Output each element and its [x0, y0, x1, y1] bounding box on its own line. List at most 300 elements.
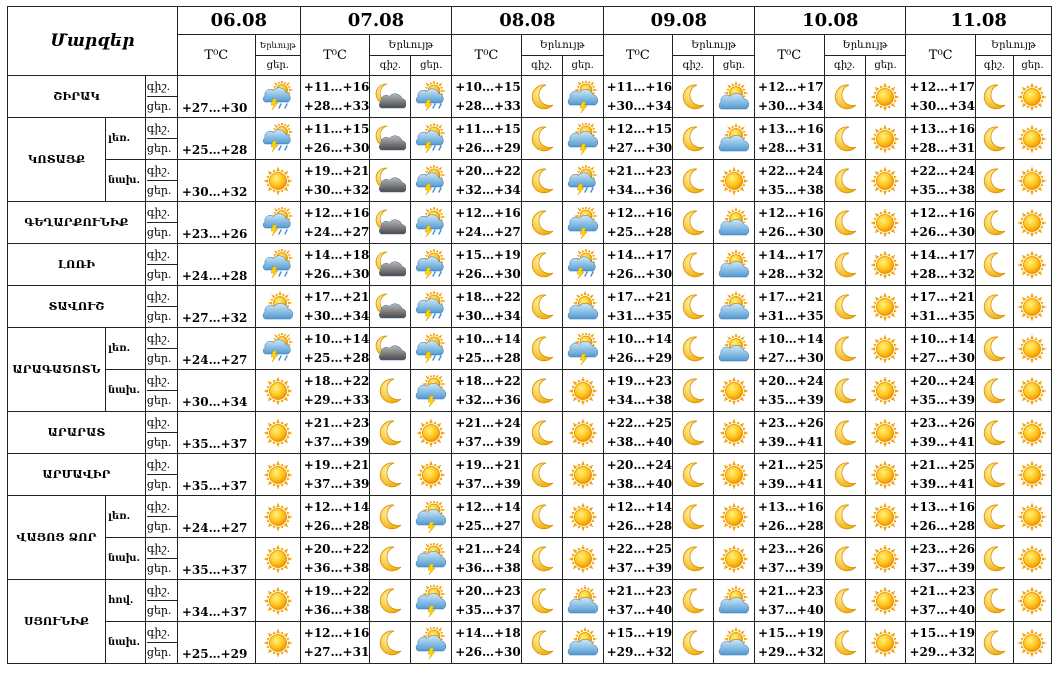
- day5-temperature-top: +22…+24: [909, 163, 975, 178]
- time-of-day-labels-bottom: ցեր.: [147, 516, 177, 536]
- day-subheader-5: ցեր.: [1013, 56, 1051, 76]
- region-name: ԼՈՌԻ: [8, 244, 146, 286]
- sun-icon: [1013, 328, 1051, 370]
- day4-temperature-bottom: +35…+38: [758, 182, 824, 197]
- day1-temperature-bottom: +27…+31: [303, 644, 370, 659]
- day2-temperature: [452, 538, 522, 580]
- day3-temperature-top: +11…+16: [606, 79, 673, 94]
- moon-icon: [673, 496, 714, 538]
- sun-icon: [865, 454, 906, 496]
- date-header-0: 06.08: [177, 7, 300, 35]
- day0-temperature: +30…+32: [177, 160, 255, 202]
- day1-temperature-top: +14…+18: [303, 247, 370, 262]
- day2-temperature: [452, 160, 522, 202]
- day0-temperature: +27…+30: [177, 76, 255, 118]
- sun-icon: [865, 370, 906, 412]
- day1-temperature-top: +18…+22: [303, 373, 370, 388]
- day2-temperature: [452, 370, 522, 412]
- time-of-day-labels-bottom: ցեր.: [147, 138, 177, 158]
- day4-temperature: [755, 328, 825, 370]
- storm-icon: [255, 202, 300, 244]
- storm-icon: [255, 76, 300, 118]
- day1-temperature: [300, 454, 370, 496]
- day1-temperature-bottom: +26…+28: [303, 518, 370, 533]
- sun-cloud-icon: [714, 622, 755, 664]
- storm-icon: [255, 328, 300, 370]
- day3-temperature: [603, 286, 673, 328]
- sun-icon: [1013, 496, 1051, 538]
- day5-temperature-top: +13…+16: [909, 121, 975, 136]
- day2-temperature-top: +15…+19: [455, 247, 521, 262]
- sun-icon: [255, 454, 300, 496]
- day4-temperature-bottom: +28…+32: [758, 266, 824, 281]
- day4-temperature: [755, 118, 825, 160]
- moon-icon: [521, 118, 562, 160]
- day0-temperature: +24…+27: [177, 496, 255, 538]
- forecast-table-wrapper: [7, 6, 1052, 664]
- day5-temperature-top: +21…+23: [909, 583, 975, 598]
- day4-temperature-top: +21…+25: [758, 457, 824, 472]
- regions-column-title: Մարզեր: [8, 7, 178, 76]
- day4-temperature-top: +10…+14: [758, 331, 824, 346]
- phenomenon-header-0: Երևույթ: [255, 35, 300, 56]
- day1-temperature-top: +12…+16: [303, 625, 370, 640]
- time-of-day-labels-top: գիշ.: [146, 542, 171, 555]
- day4-temperature: [755, 538, 825, 580]
- day5-temperature: [906, 454, 976, 496]
- day4-temperature: [755, 496, 825, 538]
- day5-temperature: [906, 496, 976, 538]
- day1-temperature: [300, 202, 370, 244]
- day2-temperature: [452, 622, 522, 664]
- moon-icon: [673, 370, 714, 412]
- time-of-day-labels-top: գիշ.: [146, 332, 171, 345]
- region-row: [8, 370, 1052, 412]
- time-of-day-labels: [145, 160, 177, 202]
- day0-temperature: +35…+37: [177, 538, 255, 580]
- day4-temperature-bottom: +28…+31: [758, 140, 824, 155]
- day1-temperature-top: +11…+15: [303, 121, 370, 136]
- moon-icon: [370, 622, 411, 664]
- moon-icon: [975, 76, 1013, 118]
- time-of-day-labels-top: գիշ.: [146, 80, 171, 93]
- day5-temperature-bottom: +29…+32: [909, 644, 975, 659]
- moon-icon: [975, 370, 1013, 412]
- day2-temperature: [452, 412, 522, 454]
- moon-icon: [673, 118, 714, 160]
- region-row: [8, 580, 1052, 622]
- region-row: [8, 454, 1052, 496]
- day3-temperature: [603, 370, 673, 412]
- day2-temperature-bottom: +35…+37: [455, 602, 521, 617]
- day1-temperature: [300, 244, 370, 286]
- day2-temperature-bottom: +30…+34: [455, 308, 521, 323]
- time-of-day-labels-bottom: ցեր.: [147, 222, 177, 242]
- day2-temperature: [452, 202, 522, 244]
- day3-temperature-top: +19…+23: [606, 373, 673, 388]
- day1-temperature-top: +19…+21: [303, 457, 370, 472]
- sun-icon: [714, 160, 755, 202]
- day2-temperature: [452, 244, 522, 286]
- region-name: ԿՈՏԱՅՔ: [8, 118, 106, 202]
- day5-temperature-top: +10…+14: [909, 331, 975, 346]
- day5-temperature-top: +21…+25: [909, 457, 975, 472]
- time-of-day-labels: [145, 370, 177, 412]
- day2-temperature: [452, 286, 522, 328]
- day5-temperature-bottom: +37…+39: [909, 560, 975, 575]
- day3-temperature: [603, 76, 673, 118]
- sun-icon: [255, 160, 300, 202]
- date-header-4: 10.08: [755, 7, 906, 35]
- time-of-day-labels-bottom: ցեր.: [147, 264, 177, 284]
- day-subheader-2: ցեր.: [562, 56, 603, 76]
- region-name: ԱՐԱՐԱՏ: [8, 412, 146, 454]
- sun-icon: [865, 580, 906, 622]
- day4-temperature: [755, 244, 825, 286]
- day5-temperature-bottom: +26…+30: [909, 224, 975, 239]
- day5-temperature: [906, 202, 976, 244]
- day1-temperature-top: +21…+23: [303, 415, 370, 430]
- moon-icon: [673, 328, 714, 370]
- day1-temperature: [300, 76, 370, 118]
- sun-icon: [865, 622, 906, 664]
- phenomenon-header-1: Երևույթ: [370, 35, 452, 56]
- day3-temperature-bottom: +34…+36: [606, 182, 673, 197]
- day1-temperature-bottom: +28…+33: [303, 98, 370, 113]
- day4-temperature: [755, 160, 825, 202]
- day1-temperature-top: +10…+14: [303, 331, 370, 346]
- day4-temperature-bottom: +39…+41: [758, 476, 824, 491]
- time-of-day-labels-top: գիշ.: [146, 416, 171, 429]
- region-row: [8, 286, 1052, 328]
- moon-icon: [673, 580, 714, 622]
- moon-icon: [975, 118, 1013, 160]
- time-of-day-labels-bottom: ցեր.: [147, 180, 177, 200]
- day4-temperature-bottom: +26…+28: [758, 518, 824, 533]
- temp-header-5: T⁰C: [906, 35, 976, 76]
- sun-cloud-icon: [714, 202, 755, 244]
- sun-icon: [1013, 286, 1051, 328]
- day4-temperature-top: +13…+16: [758, 121, 824, 136]
- day5-temperature: [906, 580, 976, 622]
- moon-icon: [673, 286, 714, 328]
- moon-icon: [673, 160, 714, 202]
- sun-storm-icon: [411, 244, 452, 286]
- time-of-day-labels-bottom: ցեր.: [147, 474, 177, 494]
- day3-temperature: [603, 202, 673, 244]
- day4-temperature-top: +13…+16: [758, 499, 824, 514]
- region-row: [8, 118, 1052, 160]
- sun-icon: [562, 454, 603, 496]
- sun-icon: [865, 328, 906, 370]
- day1-temperature-top: +12…+14: [303, 499, 370, 514]
- day5-temperature-bottom: +28…+31: [909, 140, 975, 155]
- time-of-day-labels: [145, 328, 177, 370]
- day0-temperature: +23…+26: [177, 202, 255, 244]
- day3-temperature-top: +17…+21: [606, 289, 673, 304]
- day4-temperature-top: +20…+24: [758, 373, 824, 388]
- time-of-day-labels-bottom: ցեր.: [147, 96, 177, 116]
- moon-cloud-icon: [370, 244, 411, 286]
- moon-icon: [824, 244, 865, 286]
- sun-cloud-storm-icon: [411, 538, 452, 580]
- day1-temperature-bottom: +36…+38: [303, 602, 370, 617]
- day1-temperature: [300, 538, 370, 580]
- temp-header-2: T⁰C: [452, 35, 522, 76]
- day5-temperature: [906, 160, 976, 202]
- day2-temperature-top: +21…+24: [455, 415, 521, 430]
- day5-temperature-bottom: +31…+35: [909, 308, 975, 323]
- day1-temperature: [300, 328, 370, 370]
- sun-icon: [865, 286, 906, 328]
- moon-cloud-icon: [370, 286, 411, 328]
- time-of-day-labels-top: գիշ.: [146, 164, 171, 177]
- day2-temperature: [452, 328, 522, 370]
- day4-temperature-bottom: +39…+41: [758, 434, 824, 449]
- day5-temperature-bottom: +30…+34: [909, 98, 975, 113]
- sun-icon: [1013, 118, 1051, 160]
- day1-temperature-bottom: +24…+27: [303, 224, 370, 239]
- day2-temperature-top: +19…+21: [455, 457, 521, 472]
- day3-temperature: [603, 580, 673, 622]
- day2-temperature-bottom: +25…+27: [455, 518, 521, 533]
- zone-label: հով.: [105, 580, 145, 622]
- time-of-day-labels-top: գիշ.: [146, 248, 171, 261]
- day1-temperature-bottom: +36…+38: [303, 560, 370, 575]
- time-of-day-labels-top: գիշ.: [146, 584, 171, 597]
- zone-label: լեռ.: [105, 328, 145, 370]
- day4-temperature: [755, 286, 825, 328]
- phenomenon-header-5: Երևույթ: [975, 35, 1051, 56]
- sun-cloud-storm-icon: [562, 76, 603, 118]
- day3-temperature-bottom: +37…+39: [606, 560, 673, 575]
- day5-temperature: [906, 328, 976, 370]
- day2-temperature-top: +11…+15: [455, 121, 521, 136]
- day3-temperature-bottom: +25…+28: [606, 224, 673, 239]
- day2-temperature-top: +18…+22: [455, 373, 521, 388]
- day-subheader-1: ցեր.: [411, 56, 452, 76]
- day5-temperature-bottom: +39…+41: [909, 476, 975, 491]
- day3-temperature-bottom: +26…+29: [606, 350, 673, 365]
- sun-cloud-icon: [562, 286, 603, 328]
- day4-temperature-top: +23…+26: [758, 541, 824, 556]
- sun-icon: [865, 244, 906, 286]
- sun-cloud-storm-icon: [411, 622, 452, 664]
- day5-temperature-bottom: +35…+38: [909, 182, 975, 197]
- sun-cloud-icon: [562, 580, 603, 622]
- moon-icon: [824, 286, 865, 328]
- region-name: ԱՐՄԱՎԻՐ: [8, 454, 146, 496]
- day5-temperature-bottom: +28…+32: [909, 266, 975, 281]
- sun-cloud-icon: [714, 244, 755, 286]
- time-of-day-labels-top: գիշ.: [146, 374, 171, 387]
- moon-icon: [521, 160, 562, 202]
- day2-temperature: [452, 118, 522, 160]
- sun-cloud-icon: [714, 580, 755, 622]
- day2-temperature: [452, 580, 522, 622]
- day4-temperature-bottom: +37…+39: [758, 560, 824, 575]
- moon-icon: [824, 538, 865, 580]
- sun-cloud-storm-icon: [411, 496, 452, 538]
- moon-icon: [824, 580, 865, 622]
- moon-icon: [521, 244, 562, 286]
- time-of-day-labels: [145, 118, 177, 160]
- temp-header-3: T⁰C: [603, 35, 673, 76]
- region-row: [8, 160, 1052, 202]
- day2-temperature-bottom: +32…+34: [455, 182, 521, 197]
- day1-temperature-bottom: +25…+28: [303, 350, 370, 365]
- sun-storm-icon: [562, 160, 603, 202]
- day1-temperature-bottom: +29…+33: [303, 392, 370, 407]
- sun-storm-icon: [411, 118, 452, 160]
- moon-icon: [975, 244, 1013, 286]
- moon-icon: [975, 580, 1013, 622]
- day3-temperature-top: +10…+14: [606, 331, 673, 346]
- moon-icon: [673, 538, 714, 580]
- sun-storm-icon: [411, 160, 452, 202]
- night-subheader-3: գիշ.: [673, 56, 714, 76]
- time-of-day-labels-top: գիշ.: [146, 290, 171, 303]
- time-of-day-labels: [145, 76, 177, 118]
- region-row: [8, 76, 1052, 118]
- sun-cloud-storm-icon: [562, 328, 603, 370]
- day1-temperature-top: +19…+21: [303, 163, 370, 178]
- moon-icon: [521, 454, 562, 496]
- sun-icon: [1013, 454, 1051, 496]
- day4-temperature-top: +21…+23: [758, 583, 824, 598]
- day3-temperature-top: +12…+15: [606, 121, 673, 136]
- day3-temperature-top: +21…+23: [606, 583, 673, 598]
- day4-temperature: [755, 580, 825, 622]
- region-row: [8, 244, 1052, 286]
- day2-temperature-bottom: +37…+39: [455, 476, 521, 491]
- moon-icon: [673, 622, 714, 664]
- day3-temperature: [603, 328, 673, 370]
- zone-label: նախ.: [105, 538, 145, 580]
- time-of-day-labels-bottom: ցեր.: [147, 558, 177, 578]
- day3-temperature-bottom: +30…+34: [606, 98, 673, 113]
- day1-temperature-bottom: +37…+39: [303, 476, 370, 491]
- region-row: [8, 328, 1052, 370]
- day1-temperature-bottom: +26…+30: [303, 266, 370, 281]
- day4-temperature-top: +23…+26: [758, 415, 824, 430]
- day4-temperature-top: +15…+19: [758, 625, 824, 640]
- day2-temperature-bottom: +24…+27: [455, 224, 521, 239]
- day4-temperature-top: +12…+17: [758, 79, 824, 94]
- day0-temperature: +24…+27: [177, 328, 255, 370]
- day4-temperature: [755, 454, 825, 496]
- moon-icon: [370, 538, 411, 580]
- region-row: [8, 622, 1052, 664]
- day3-temperature: [603, 496, 673, 538]
- day1-temperature: [300, 118, 370, 160]
- date-header-1: 07.08: [300, 7, 451, 35]
- day0-temperature: +25…+29: [177, 622, 255, 664]
- day1-temperature: [300, 580, 370, 622]
- day-subheader-3: ցեր.: [714, 56, 755, 76]
- day5-temperature: [906, 370, 976, 412]
- zone-label: լեռ.: [105, 118, 145, 160]
- day3-temperature: [603, 538, 673, 580]
- day1-temperature-top: +19…+22: [303, 583, 370, 598]
- sun-cloud-icon: [714, 286, 755, 328]
- sun-icon: [562, 538, 603, 580]
- sun-icon: [255, 412, 300, 454]
- sun-icon: [714, 370, 755, 412]
- day0-temperature: +27…+32: [177, 286, 255, 328]
- moon-icon: [521, 76, 562, 118]
- moon-icon: [521, 286, 562, 328]
- moon-icon: [370, 580, 411, 622]
- day4-temperature-bottom: +27…+30: [758, 350, 824, 365]
- day2-temperature-bottom: +36…+38: [455, 560, 521, 575]
- day3-temperature-top: +15…+19: [606, 625, 673, 640]
- day4-temperature: [755, 370, 825, 412]
- zone-label: նախ.: [105, 370, 145, 412]
- day5-temperature: [906, 538, 976, 580]
- sun-icon: [865, 412, 906, 454]
- day-subheader-4: ցեր.: [865, 56, 906, 76]
- sun-icon: [562, 412, 603, 454]
- day0-temperature: +30…+34: [177, 370, 255, 412]
- day2-temperature: [452, 496, 522, 538]
- sun-icon: [1013, 202, 1051, 244]
- sun-cloud-storm-icon: [411, 580, 452, 622]
- time-of-day-labels-top: գիշ.: [146, 206, 171, 219]
- day2-temperature-top: +10…+15: [455, 79, 521, 94]
- day1-temperature: [300, 370, 370, 412]
- day5-temperature: [906, 286, 976, 328]
- moon-icon: [521, 580, 562, 622]
- sun-icon: [411, 412, 452, 454]
- time-of-day-labels-bottom: ցեր.: [147, 642, 177, 662]
- date-header-2: 08.08: [452, 7, 603, 35]
- sun-storm-icon: [411, 328, 452, 370]
- day2-temperature: [452, 76, 522, 118]
- sun-icon: [1013, 244, 1051, 286]
- sun-cloud-storm-icon: [562, 202, 603, 244]
- date-header-3: 09.08: [603, 7, 754, 35]
- region-name: ԱՐԱԳԱԾՈՏՆ: [8, 328, 106, 412]
- moon-cloud-icon: [370, 76, 411, 118]
- day1-temperature-bottom: +37…+39: [303, 434, 370, 449]
- time-of-day-labels: [145, 496, 177, 538]
- zone-label: լեռ.: [105, 496, 145, 538]
- day5-temperature-top: +23…+26: [909, 541, 975, 556]
- day3-temperature-top: +14…+17: [606, 247, 673, 262]
- sun-storm-icon: [411, 76, 452, 118]
- moon-icon: [370, 496, 411, 538]
- region-row: [8, 496, 1052, 538]
- storm-icon: [255, 118, 300, 160]
- storm-icon: [255, 244, 300, 286]
- day2-temperature-top: +10…+14: [455, 331, 521, 346]
- sun-cloud-icon: [714, 328, 755, 370]
- day1-temperature-top: +17…+21: [303, 289, 370, 304]
- phenomenon-header-2: Երևույթ: [521, 35, 603, 56]
- day4-temperature: [755, 76, 825, 118]
- region-name: ՏԱՎՈՒՇ: [8, 286, 146, 328]
- region-name: ՎԱՅՈՑ ՁՈՐ: [8, 496, 106, 580]
- day5-temperature-top: +20…+24: [909, 373, 975, 388]
- day2-temperature-bottom: +32…+36: [455, 392, 521, 407]
- moon-icon: [824, 160, 865, 202]
- day0-temperature: +34…+37: [177, 580, 255, 622]
- day3-temperature-bottom: +38…+40: [606, 434, 673, 449]
- sun-icon: [562, 370, 603, 412]
- date-header-5: 11.08: [906, 7, 1052, 35]
- moon-icon: [824, 454, 865, 496]
